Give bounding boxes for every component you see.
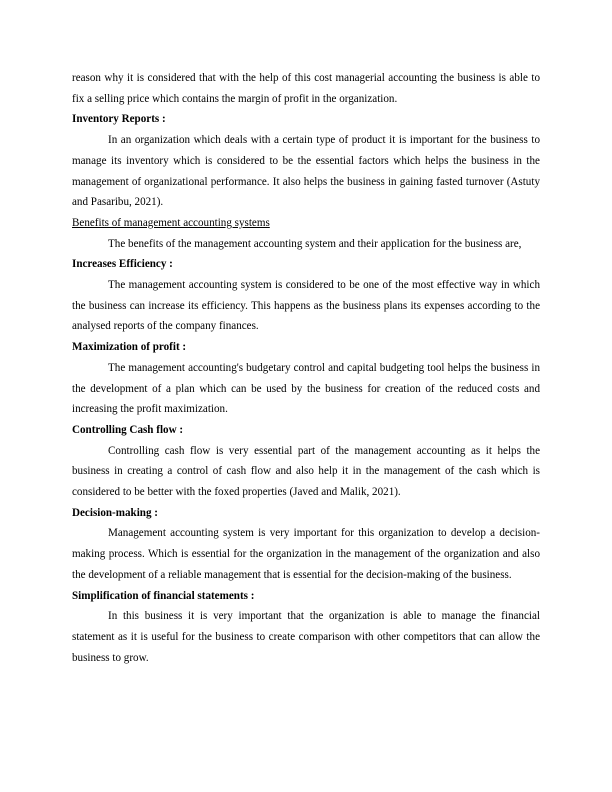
controlling-cash-flow-heading: Controlling Cash flow : bbox=[72, 423, 184, 436]
simplification-paragraph: In this business it is very important that the organization is able to manage the financial statement as it is useful for the business to create comparison with other competitors that can allow the business to grow. bbox=[72, 610, 540, 664]
benefits-section-title: Benefits of management accounting systems bbox=[72, 216, 270, 229]
continuation-paragraph: reason why it is considered that with the help of this cost managerial accounting the business is able to fix a selling price which contains the margin of profit in the organization. bbox=[72, 72, 540, 105]
decision-making-paragraph: Management accounting system is very important for this organization to develop a decision-making process. Which is essential for the organization in the management of the organization and also the development of a reliable management that is essential for the decision-making of the business. bbox=[72, 527, 540, 581]
inventory-reports-paragraph: In an organization which deals with a certain type of product it is important for the business to manage its inventory which is considered to be the essential factors which helps the business in the management of organizational performance. It also helps the business in gaining fasted turnover (Astuty and Pasaribu, 2021). bbox=[72, 134, 540, 209]
increases-efficiency-paragraph: The management accounting system is considered to be one of the most effective way in which the business can increase its efficiency. This happens as the business plans its expenses according to the analysed reports of the company finances. bbox=[72, 279, 540, 333]
simplification-heading: Simplification of financial statements : bbox=[72, 589, 255, 602]
increases-efficiency-heading: Increases Efficiency : bbox=[72, 258, 173, 271]
controlling-cash-flow-paragraph: Controlling cash flow is very essential part of the management accounting as it helps the business in creating a control of cash flow and also help it in the management of the cash which is considered to be better with the foxed properties (Javed and Malik, 2021). bbox=[72, 444, 540, 499]
maximization-of-profit-heading: Maximization of profit : bbox=[72, 341, 187, 354]
document-page bbox=[72, 68, 540, 668]
maximization-of-profit-paragraph: The management accounting's budgetary control and capital budgeting tool helps the business in the development of a plan which can be used by the business for creation of the reduced costs and increasing the profit maximization. bbox=[72, 361, 540, 416]
inventory-reports-heading: Inventory Reports : bbox=[72, 113, 166, 126]
benefits-intro-paragraph: The benefits of the management accounting system and their application for the business are, bbox=[108, 237, 522, 250]
decision-making-heading: Decision-making : bbox=[72, 506, 158, 519]
